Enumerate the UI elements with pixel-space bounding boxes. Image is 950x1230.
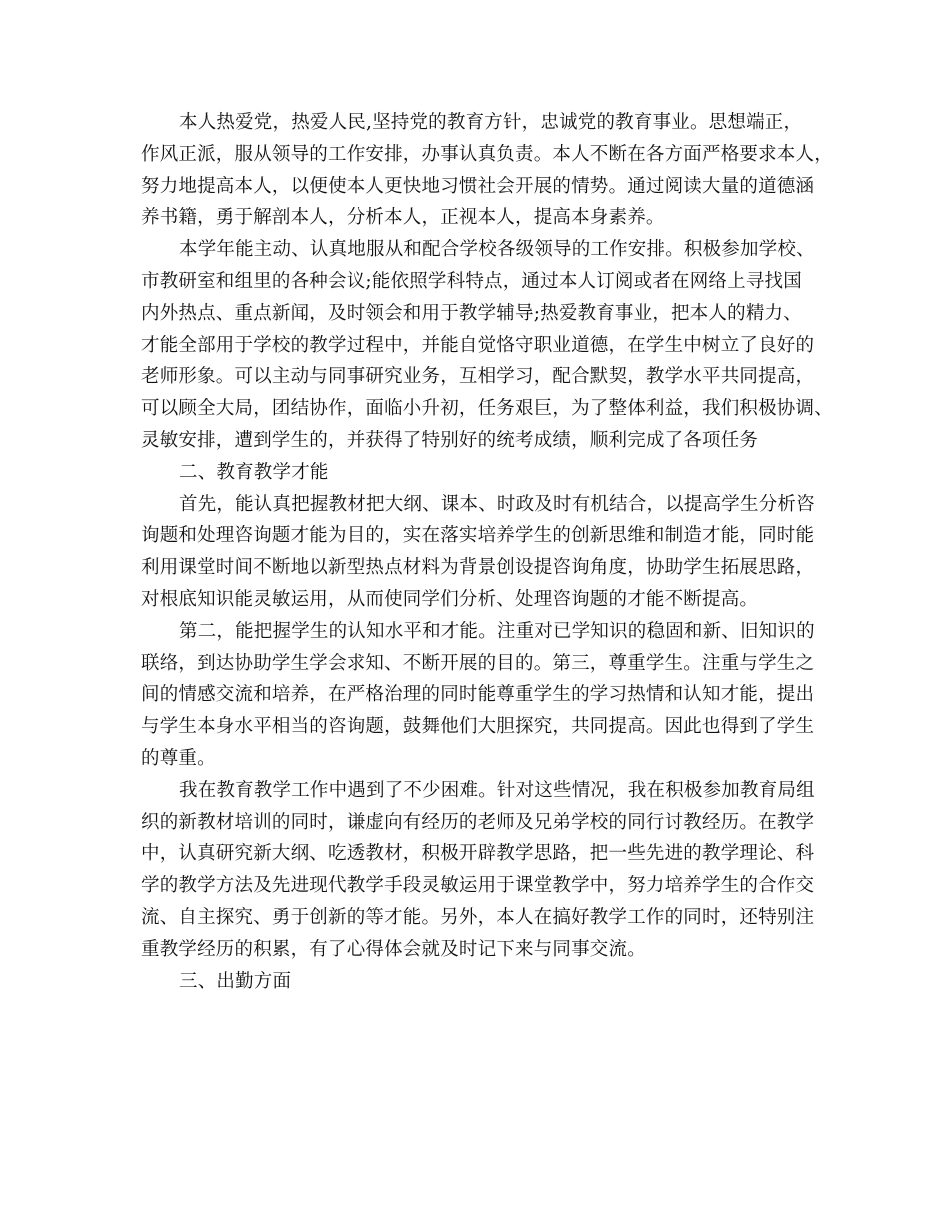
document-body	[141, 113, 841, 1003]
text-line: 三、出勤方面	[179, 970, 292, 992]
text-line: 利用课堂时间不断地以新型热点材料为背景创设提咨询角度，协助学生拓展思路，	[141, 557, 815, 579]
text-line: 与学生本身水平相当的咨询题，鼓舞他们大胆探究，共同提高。因此也得到了学生	[141, 716, 815, 738]
text-line: 间的情感交流和培养，在严格治理的同时能尊重学生的学习热情和认知才能，提出	[141, 684, 815, 706]
text-line: 老师形象。可以主动与同事研究业务，互相学习，配合默契，教学水平共同提高，	[141, 366, 815, 388]
text-line: 询题和处理咨询题才能为目的，实在落实培养学生的创新思维和制造才能，同时能	[141, 525, 815, 547]
text-line: 本人热爱党，热爱人民,坚持党的教育方针，忠诚党的教育事业。思想端正，	[179, 112, 803, 133]
text-line: 联络，到达协助学生学会求知、不断开展的目的。第三，尊重学生。注重与学生之	[141, 652, 815, 674]
text-line: 重教学经历的积累，有了心得体会就及时记下来与同事交流。	[141, 938, 646, 960]
text-line: 我在教育教学工作中遇到了不少困难。针对这些情况，我在积极参加教育局组	[179, 779, 815, 801]
text-line: 本学年能主动、认真地服从和配合学校各级领导的工作安排。积极参加学校、	[179, 239, 815, 261]
text-line: 流、自主探究、勇于创新的等才能。另外，本人在搞好教学工作的同时，还特别注	[141, 906, 815, 928]
text-line: 二、教育教学才能	[179, 461, 329, 483]
text-line: 作风正派，服从领导的工作安排，办事认真负责。本人不断在各方面严格要求本人，	[141, 143, 833, 165]
text-line: 养书籍，勇于解剖本人，分析本人，正视本人，提高本身素养。	[141, 207, 665, 229]
text-line: 对根底知识能灵敏运用，从而使同学们分析、处理咨询题的才能不断提高。	[141, 588, 759, 610]
text-line: 可以顾全大局，团结协作，面临小升初，任务艰巨，为了整体利益，我们积极协调、	[141, 398, 833, 420]
text-line: 中，认真研究新大纲、吃透教材，积极开辟教学思路，把一些先进的教学理论、科	[141, 843, 815, 865]
text-line: 内外热点、重点新闻，及时领会和用于教学辅导;热爱教育事业，把本人的精力、	[141, 302, 802, 324]
text-line: 学的教学方法及先进现代教学手段灵敏运用于课堂教学中，努力培养学生的合作交	[141, 875, 815, 897]
text-line: 的尊重。	[141, 747, 216, 769]
text-line: 第二，能把握学生的认知水平和才能。注重对已学知识的稳固和新、旧知识的	[179, 620, 815, 642]
text-line: 努力地提高本人，以便使本人更快地习惯社会开展的情势。通过阅读大量的道德涵	[141, 175, 815, 197]
text-line: 灵敏安排，遭到学生的，并获得了特别好的统考成绩，顺利完成了各项任务	[141, 429, 759, 451]
text-line: 才能全部用于学校的教学过程中，并能自觉恪守职业道德，在学生中树立了良好的	[141, 334, 815, 356]
text-line: 市教研室和组里的各种会议;能依照学科特点，通过本人订阅或者在网络上寻找国	[141, 270, 802, 292]
text-line: 织的新教材培训的同时，谦虚向有经历的老师及兄弟学校的同行讨教经历。在教学	[141, 811, 815, 833]
text-line: 首先，能认真把握教材把大纲、课本、时政及时有机结合，以提高学生分析咨	[179, 493, 815, 515]
